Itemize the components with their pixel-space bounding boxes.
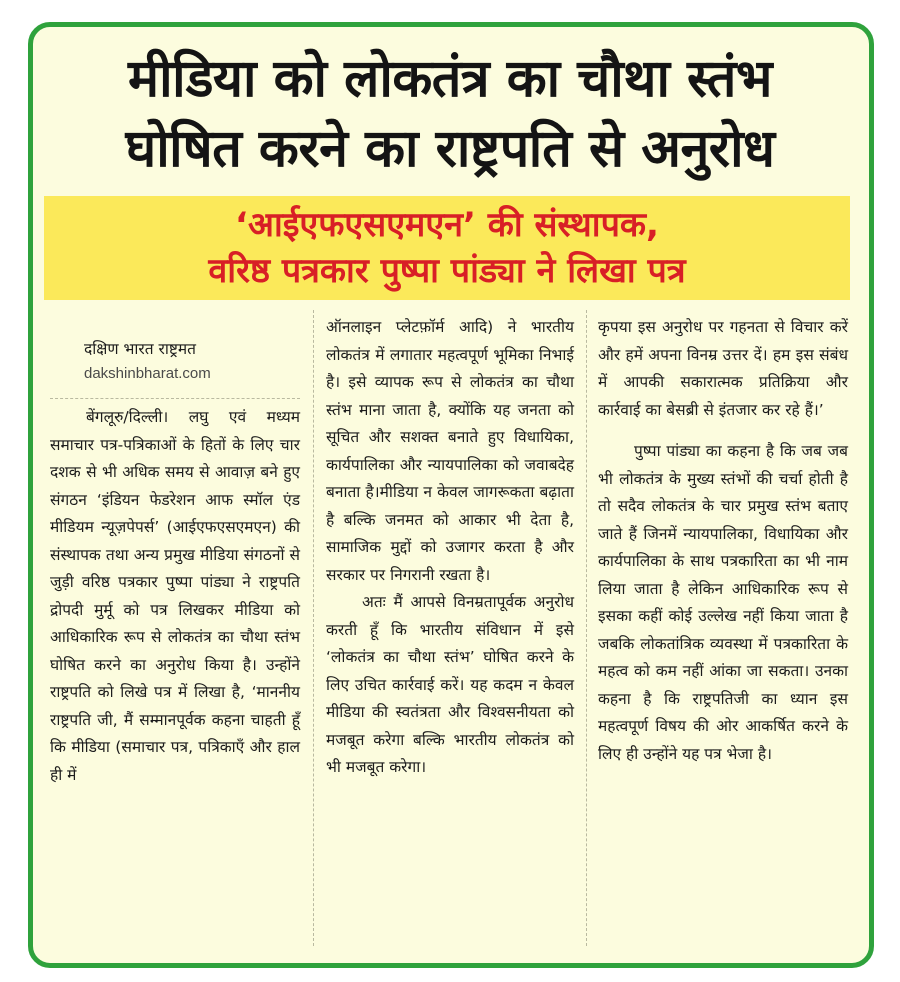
subheadline-line-2: वरिष्ठ पत्रकार पुष्पा पांड्या ने लिखा पत्र — [208, 251, 686, 291]
paragraph: पुष्पा पांड्या का कहना है कि जब जब भी लोकतंत्र के मुख्य स्तंभों की चर्चा होती है तो सदैव लोकतंत्र के चार प्रमुख स्तंभ बताए जाते हैं जिनमें न्यायपालिका, विधायिका और कार्यपालिका के साथ पत्रकारिता का भी नाम लिया जाता है लेकिन आधिकारिक रूप से इसका कहीं कोई उल्लेख नहीं किया जाता है जबकि लोकतांत्रिक व्यवस्था में पत्रकारिता के महत्व को कम नहीं आंका जा सकता। उनका कहना है कि राष्ट्रपतिजी का ध्यान इस महत्वपूर्ण विषय की ओर आकर्षित करने के लिए ही उन्होंने यह पत्र भेजा है। — [598, 442, 848, 763]
subheadline — [44, 202, 850, 294]
column-divider — [313, 310, 314, 946]
subheadline-line-1: ‘आईएफएसएमएन’ की संस्थापक, — [235, 205, 659, 245]
article-column-1 — [50, 314, 300, 789]
byline-website: dakshinbharat.com — [84, 365, 211, 382]
paragraph: अतः मैं आपसे विनम्रतापूर्वक अनुरोध करती हूँ कि भारतीय संविधान में इसे ‘लोकतंत्र का चौथा स्तंभ’ घोषित करने के लिए उचित कार्रवाई करें। यह कदम न केवल मीडिया की स्वतंत्रता और विश्वसनीयता को मजबूत करेगा बल्कि भारतीय लोकतंत्र को भी मजबूत करेगा। — [326, 593, 574, 776]
headline-line-2: घोषित करने का राष्ट्रपति से अनुरोध — [125, 119, 775, 179]
paragraph: कृपया इस अनुरोध पर गहनता से विचार करें और हमें अपना विनम्र उत्तर दें। हम इस संबंध में आपकी सकारात्मक प्रतिक्रिया और कार्रवाई का बेसब्री से इंतजार कर रहे हैं।’ — [598, 318, 848, 419]
article-column-3 — [598, 314, 848, 768]
article-column-2 — [326, 314, 574, 782]
subheadline-band — [44, 196, 850, 300]
column-divider — [586, 310, 587, 946]
byline-publication: दक्षिण भारत राष्ट्रमत — [84, 340, 197, 358]
byline — [50, 314, 300, 394]
headline — [60, 44, 840, 184]
headline-line-1: मीडिया को लोकतंत्र का चौथा स्तंभ — [128, 49, 772, 109]
paragraph: ऑनलाइन प्लेटफ़ॉर्म आदि) ने भारतीय लोकतंत्र में लगातार महत्वपूर्ण भूमिका निभाई है। इसे व्यापक रूप से लोकतंत्र का चौथा स्तंभ माना जाता है, क्योंकि यह जनता को सूचित और सशक्त बनाते हुए विधायिका, कार्यपालिका और न्यायपालिका को जवाबदेह बनाता है।मीडिया न केवल जागरूकता बढ़ाता है बल्कि जनमत को आकार भी देता है, सामाजिक मुद्दों को उजागर करता है और सरकार पर निगरानी रखता है। — [326, 318, 574, 584]
paragraph: बेंगलूरु/दिल्ली। लघु एवं मध्यम समाचार पत्र-पत्रिकाओं के हितों के लिए चार दशक से भी अधिक समय से आवाज़ बने हुए संगठन ‘इंडियन फेडरेशन आफ स्मॉल एंड मीडियम न्यूज़पेपर्स’ (आईएफएसएमएन) की संस्थापक तथा अन्य प्रमुख मीडिया संगठनों से जुड़ी वरिष्ठ पत्रकार पुष्पा पांड्या ने राष्ट्रपति द्रोपदी मुर्मू को पत्र लिखकर मीडिया को आधिकारिक रूप से लोकतंत्र का चौथा स्तंभ घोषित करने का अनुरोध किया है। उन्होंने राष्ट्रपति को लिखे पत्र में लिखा है, ‘माननीय राष्ट्रपति जी, मैं सम्मानपूर्वक कहना चाहती हूँ कि मीडिया (समाचार पत्र, पत्रिकाएँ और हाल ही में — [50, 408, 300, 784]
